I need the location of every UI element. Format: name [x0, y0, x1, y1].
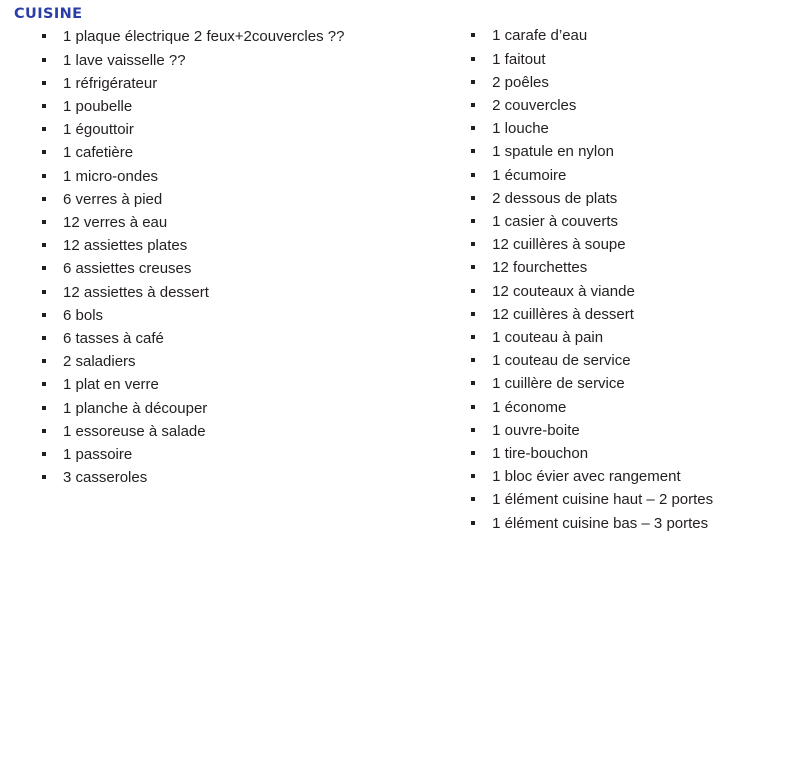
list-item-label: 1 louche [492, 120, 549, 138]
list-item [36, 188, 462, 211]
list-item [462, 280, 790, 303]
bullet-icon [42, 58, 46, 62]
bullet-icon [42, 150, 46, 154]
bullet-icon [471, 497, 475, 501]
bullet-icon [471, 358, 475, 362]
bullet-icon [471, 80, 475, 84]
list-item-label: 12 assiettes à dessert [63, 283, 209, 301]
bullet-icon [471, 451, 475, 455]
list-item-label: 6 bols [63, 306, 104, 324]
bullet-icon [42, 313, 46, 317]
list-item-label: 12 verres à eau [63, 214, 168, 232]
list-item [36, 397, 462, 420]
list-item-label: 1 spatule en nylon [492, 143, 614, 161]
bullet-icon [471, 126, 475, 130]
list-item [462, 24, 790, 47]
bullet-icon [42, 104, 46, 108]
list-item [36, 443, 462, 466]
list-item-label: 1 tire-bouchon [492, 445, 589, 463]
bullet-icon [471, 219, 475, 223]
inventory-list-left [36, 25, 462, 489]
list-item-label: 12 cuillères à dessert [492, 305, 634, 323]
bullet-icon [42, 406, 46, 410]
bullet-icon [471, 335, 475, 339]
bullet-icon [471, 149, 475, 153]
list-item-label: 1 plat en verre [63, 376, 159, 394]
list-item [462, 488, 790, 511]
list-item [462, 210, 790, 233]
bullet-icon [471, 428, 475, 432]
list-item [36, 95, 462, 118]
list-item [36, 211, 462, 234]
list-item-label: 1 ouvre-boite [492, 421, 580, 439]
list-item [462, 164, 790, 187]
list-item [36, 141, 462, 164]
list-item-label: 1 égouttoir [63, 121, 134, 139]
list-item [462, 256, 790, 279]
list-item-label: 1 couteau à pain [492, 329, 604, 347]
bullet-icon [42, 243, 46, 247]
list-item-label: 12 fourchettes [492, 259, 588, 277]
page-title: CUISINE [14, 6, 83, 22]
list-item [462, 512, 790, 535]
bullet-icon [471, 521, 475, 525]
list-item [36, 420, 462, 443]
list-item [36, 72, 462, 95]
list-item-label: 6 assiettes creuses [63, 260, 192, 278]
list-item-label: 1 réfrigérateur [63, 74, 158, 92]
list-item-label: 6 tasses à café [63, 330, 164, 348]
bullet-icon [42, 290, 46, 294]
list-item-label: 1 micro-ondes [63, 167, 159, 185]
list-item [36, 257, 462, 280]
list-item-label: 12 couteaux à viande [492, 282, 635, 300]
list-item-label: 2 dessous de plats [492, 189, 618, 207]
list-item [462, 48, 790, 71]
list-item-label: 1 lave vaisselle ?? [63, 51, 186, 69]
two-column-layout [10, 25, 790, 534]
bullet-icon [471, 312, 475, 316]
list-item-label: 1 élément cuisine haut – 2 portes [492, 491, 714, 509]
list-item-label: 1 plaque électrique 2 feux+2couvercles ?? [63, 28, 345, 46]
list-item-label: 12 assiettes plates [63, 237, 188, 255]
list-item [462, 94, 790, 117]
bullet-icon [471, 242, 475, 246]
list-item [36, 165, 462, 188]
list-item-label: 1 écumoire [492, 166, 567, 184]
bullet-icon [471, 57, 475, 61]
list-item-label: 1 poubelle [63, 98, 133, 115]
list-item [462, 233, 790, 256]
bullet-icon [42, 475, 46, 479]
list-item-label: 1 planche à découper [63, 399, 208, 417]
bullet-icon [42, 336, 46, 340]
list-item [36, 49, 462, 72]
bullet-icon [471, 474, 475, 478]
bullet-icon [42, 34, 46, 38]
bullet-icon [42, 220, 46, 224]
bullet-icon [471, 405, 475, 409]
list-item-label: 6 verres à pied [63, 190, 163, 208]
list-item [36, 118, 462, 141]
list-item-label: 2 couvercles [492, 97, 577, 114]
bullet-icon [471, 381, 475, 385]
bullet-icon [42, 382, 46, 386]
kitchen-inventory-left-column [10, 25, 462, 489]
bullet-icon [471, 33, 475, 37]
list-item-label: 1 cuillère de service [492, 375, 625, 393]
list-item [462, 396, 790, 419]
bullet-icon [42, 429, 46, 433]
list-item [36, 350, 462, 373]
kitchen-inventory-right-column [462, 24, 790, 534]
list-item [462, 117, 790, 140]
list-item-label: 1 cafetière [63, 144, 134, 162]
bullet-icon [42, 452, 46, 456]
bullet-icon [42, 266, 46, 270]
list-item [462, 372, 790, 395]
bullet-icon [42, 359, 46, 363]
bullet-icon [471, 196, 475, 200]
list-item [462, 326, 790, 349]
list-item [462, 419, 790, 442]
list-item-label: 1 couteau de service [492, 352, 631, 370]
bullet-icon [42, 127, 46, 131]
list-item-label: 12 cuillères à soupe [492, 236, 626, 254]
list-item-label: 2 poêles [492, 73, 549, 91]
list-item [462, 187, 790, 210]
list-item [36, 327, 462, 350]
list-item [36, 373, 462, 396]
list-item-label: 1 passoire [63, 446, 133, 464]
bullet-icon [42, 197, 46, 201]
list-item-label: 3 casseroles [63, 469, 148, 487]
list-item [462, 140, 790, 163]
list-item-label: 1 carafe d’eau [492, 27, 588, 45]
list-item-label: 1 élément cuisine bas – 3 portes [492, 514, 709, 532]
list-item [462, 465, 790, 488]
inventory-list-right [462, 24, 790, 534]
list-item [462, 442, 790, 465]
bullet-icon [471, 265, 475, 269]
list-item-label: 1 casier à couverts [492, 213, 619, 231]
bullet-icon [42, 81, 46, 85]
list-item [36, 304, 462, 327]
list-item [36, 25, 462, 48]
bullet-icon [42, 174, 46, 178]
bullet-icon [471, 173, 475, 177]
list-item [462, 349, 790, 372]
list-item [462, 303, 790, 326]
list-item-label: 1 faitout [492, 50, 546, 68]
list-item [36, 466, 462, 489]
list-item [36, 234, 462, 257]
list-item [36, 281, 462, 304]
list-item-label: 1 essoreuse à salade [63, 422, 206, 440]
bullet-icon [471, 289, 475, 293]
list-item-label: 2 saladiers [63, 353, 136, 371]
bullet-icon [471, 103, 475, 107]
list-item [462, 71, 790, 94]
list-item-label: 1 économe [492, 398, 567, 416]
list-item-label: 1 bloc évier avec rangement [492, 468, 681, 486]
